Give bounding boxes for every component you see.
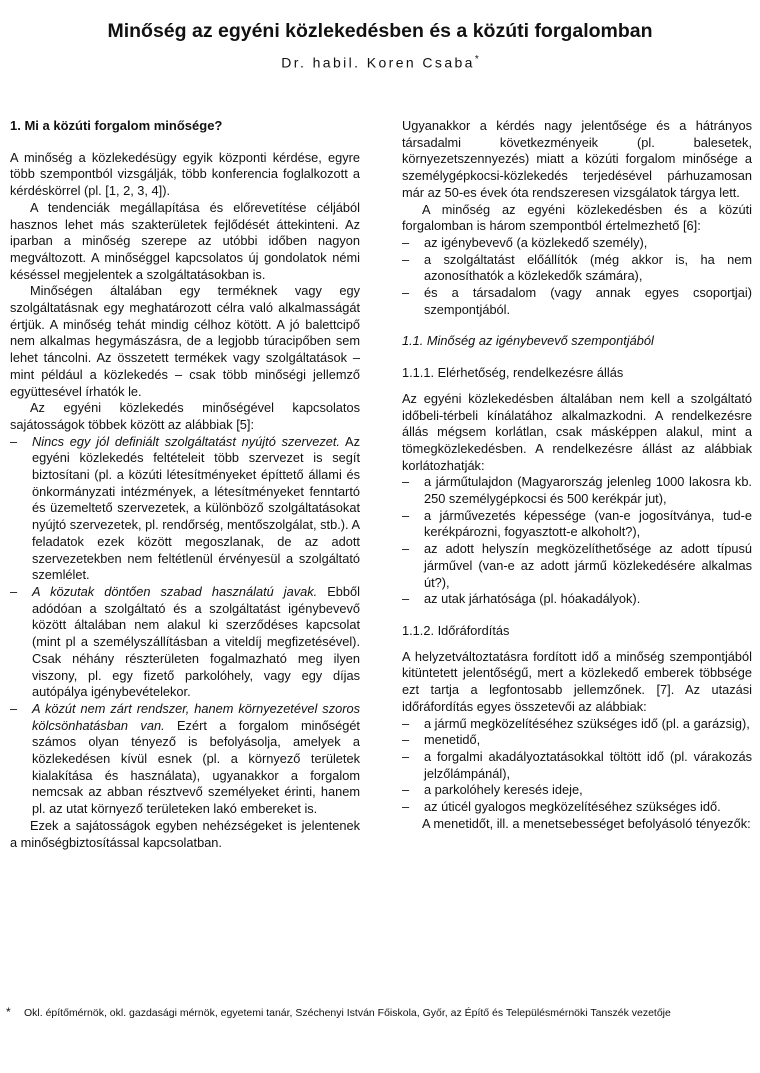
list-dash: – [402, 474, 410, 490]
list-item [402, 252, 752, 285]
list-item [402, 541, 752, 591]
paragraph: Az egyéni közlekedésben általában nem kell a szolgáltató időbeli-térbeli kínálatához alkalmazkodni. A rendelkezésre állás mégsem korlátlan, csak másképpen alakul, mint a tömegközlekedésben. A rendelkezésre állást az alábbiak korlátozhatják: [402, 390, 752, 473]
footnote-mark: * [6, 1005, 11, 1019]
list-dash: – [10, 700, 18, 716]
list-item-emphasis: A közút nem zárt rendszer, hanem környezetével szoros kölcsönhatásban van. [32, 700, 360, 733]
list-item-text: az adott helyszín megközelíthetősége az adott típusú járművel (van-e az adott jármű közlekedésére alkalmas út?), [424, 541, 752, 590]
list-item [402, 474, 752, 507]
paragraph: A minőség a közlekedésügy egyik központi kérdése, egyre több szempontból vizsgálják, több konferencia foglalkozott a kérdéskörrel (pl. [1, 2, 3, 4]). [10, 149, 360, 199]
characteristics-list [10, 434, 360, 818]
list-item [402, 782, 752, 799]
list-item [402, 591, 752, 608]
availability-list [402, 474, 752, 608]
list-item-text: az igénybevevő (a közlekedő személy), [424, 234, 648, 250]
paragraph: Ezek a sajátosságok egyben nehézségeket is jelentenek a minőségbiztosítással kapcsolatban. [10, 817, 360, 850]
paragraph: A tendenciák megállapítása és előrevetítése céljából hasznos lehet más szakterületek fejlődését áttekinteni. Az iparban a minőség szerepe az utóbbi időben nagyon megváltozott. A minőséggel kapcsolatos új gondolatok némi késéssel megjelentek a szolgáltatásokban is. [10, 199, 360, 282]
list-dash: – [402, 732, 410, 748]
list-item-emphasis: A közutak döntően szabad használatú javak. [32, 583, 318, 599]
list-item [402, 235, 752, 252]
list-item [10, 701, 360, 818]
list-item-text: az úticél gyalogos megközelítéséhez szükséges idő. [424, 799, 721, 815]
footnote-text: Okl. építőmérnök, okl. gazdasági mérnök, egyetemi tanár, Széchenyi István Főiskola, Győr, az Építő és Településmérnöki Tanszék vezetője [24, 1007, 671, 1019]
paragraph: Minőségen általában egy terméknek vagy egy szolgáltatásnak egy meghatározott célra való alkalmasságát értjük. A minőség tehát mindig célhoz kötött. A jó balettcipő nem alkalmas hegymászásra, de a legjobb túracipőben sem lehet táncolni. Az összetett termékek vagy szolgáltatások – mint például a közlekedés – csak több minőségi jellemző együttesével írhatók le. [10, 283, 360, 399]
time-components-list [402, 716, 752, 816]
list-item-text: a parkolóhely keresés ideje, [424, 782, 583, 798]
list-item [402, 508, 752, 541]
list-item-text: az utak járhatósága (pl. hóakadályok). [424, 591, 641, 607]
list-item-text: és a társadalom (vagy annak egyes csoportjai) szempontjából. [424, 285, 752, 317]
list-item-text: a forgalmi akadályoztatásokkal töltött idő (pl. várakozás jelzőlámpánál), [424, 748, 752, 781]
list-item [10, 584, 360, 701]
list-dash: – [402, 782, 410, 798]
list-item-text: menetidő, [424, 732, 481, 748]
list-dash: – [402, 748, 410, 764]
footnote [6, 1005, 750, 1021]
list-item-text: a szolgáltatást előállítók (még akkor is, ha nem azonosíthatók a közlekedők számára), [424, 251, 752, 284]
list-dash: – [402, 715, 410, 731]
list-dash: – [402, 541, 410, 557]
list-item [402, 716, 752, 733]
list-item-emphasis: Nincs egy jól definiált szolgáltatást nyújtó szervezet. [32, 433, 340, 449]
author-footnote-mark: * [474, 54, 479, 65]
list-dash: – [402, 507, 410, 523]
subsection-heading-1-1-1: 1.1.1. Elérhetőség, rendelkezésre állás [402, 365, 624, 381]
list-item [402, 285, 752, 318]
list-dash: – [10, 583, 18, 599]
paragraph: Ugyanakkor a kérdés nagy jelentősége és a hátrányos társadalmi következményeik (pl. balesetek, környezetszennyezés) miatt a közúti forgalom minősége a személygépkocsi-közlekedés terjedésével párhuzamosan már az 50-es évek óta rendszeresen vizsgálatok tárgya lett. [402, 118, 752, 200]
list-item [402, 732, 752, 749]
list-item-text: a járműtulajdon (Magyarország jelenleg 1000 lakosra kb. 250 személygépkocsi és 500 kerékpár jut), [424, 474, 752, 507]
list-dash: – [402, 591, 410, 607]
list-item-text: Az egyéni közlekedés feltételeit több szervezet is segít biztosítani (pl. a közúti létesítményeket építtető állami és önkormányzati intézmények, a létesítményeket fenntartó és üzemeltető szervezetek, a különböző szolgáltatásokat nyújtó szervezetek, pl. rendőrség, mentőszolgálat, stb.). A feladatok ezek között megoszlanak, de az adott szervezetekben nem feltétlenül érvényesül a szolgáltató szemlélet. [32, 433, 360, 583]
list-item-text: Ezért a forgalom minőségét számos olyan tényező is befolyásolja, amelyek a közlekedésen kívül esnek (pl. a környező területek kialakítása és használata), ugyanakkor a forgalom nemcsak az abban résztvevő személyeket érinti, hanem pl. az utat környező területeken lakó embereket is. [32, 717, 360, 817]
list-item-text: a járművezetés képessége (van-e jogosítványa, tud-e kerékpározni, fogyasztott-e alkoholt?), [424, 507, 752, 540]
list-dash: – [402, 251, 410, 267]
list-dash: – [402, 799, 410, 815]
left-column [10, 118, 360, 851]
paragraph: A helyzetváltoztatásra fordított idő a minőség szempontjából kitüntetett jelentőségű, mert a közlekedő emberek többsége ezt tartja a legfontosabb jellemzőnek. [7]. Az utazási időráfordítás egyes összetevői az alábbiak: [402, 648, 752, 714]
author-line [0, 54, 760, 71]
section-heading-1: 1. Mi a közúti forgalom minősége? [10, 118, 223, 133]
list-dash: – [402, 234, 410, 250]
subsection-heading-1-1: 1.1. Minőség az igénybevevő szempontjából [402, 333, 654, 349]
list-dash: – [402, 285, 410, 301]
list-dash: – [10, 433, 18, 449]
article-title: Minőség az egyéni közlekedésben és a közúti forgalomban [107, 20, 653, 42]
list-item-text: a jármű megközelítéséhez szükséges idő (pl. a garázsig), [424, 715, 750, 731]
paragraph: Az egyéni közlekedés minőségével kapcsolatos sajátosságok többek között az alábbiak [5]: [10, 400, 360, 432]
author-name: Dr. habil. Koren Csaba [281, 54, 475, 71]
perspective-list [402, 235, 752, 319]
paragraph: A menetidőt, ill. a menetsebességet befolyásoló tényezők: [422, 815, 751, 831]
list-item [402, 799, 752, 816]
subsection-heading-1-1-2: 1.1.2. Időráfordítás [402, 622, 510, 638]
paragraph: A minőség az egyéni közlekedésben és a közúti forgalomban is három szempontból értelmezhető [6]: [402, 201, 752, 234]
list-item [402, 749, 752, 782]
list-item [10, 434, 360, 584]
list-item-text: Ebből adódóan a szolgáltató és a szolgáltatást igénybevevő között általában nem alakul ki szerződéses kapcsolat (mint pl a személyszállításban a viteldíj megfizetésével). Csak néhány részterületen fogalmazható meg ilyen viszony, pl. egy fizető parkolóhely, vagy egy díjas autópálya igénybevételekor. [32, 583, 360, 700]
right-column [402, 118, 752, 832]
